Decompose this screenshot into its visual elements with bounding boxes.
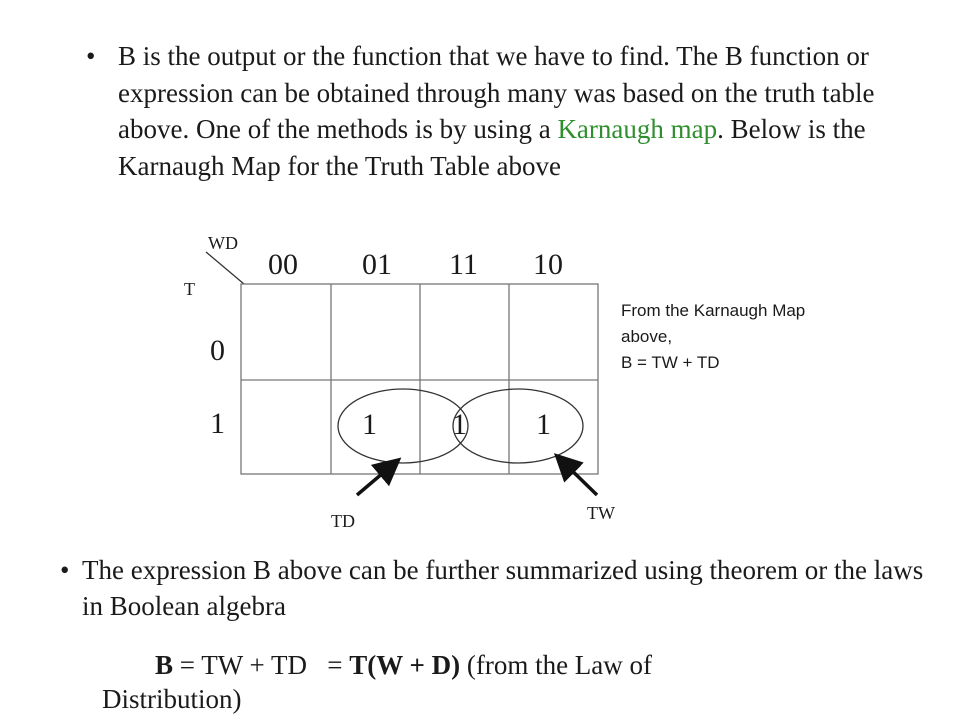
col-header: 01: [362, 248, 392, 281]
col-header: 10: [533, 248, 563, 281]
group-label-tw: TW: [587, 503, 615, 523]
col-var-label: WD: [208, 233, 238, 253]
kmap-grid: [241, 284, 598, 474]
kmap-cell: 1: [452, 408, 467, 441]
col-header: 11: [449, 248, 478, 281]
arrow-tw: [559, 458, 597, 495]
final-equation: [155, 650, 652, 681]
equation-mid: = TW + TD =: [173, 650, 350, 680]
summary-paragraph: [60, 552, 940, 624]
equation-result: T(W + D): [349, 650, 461, 680]
corner-diagonal: [206, 252, 244, 284]
bullet: •: [60, 555, 70, 585]
intro-text-part1: B is the output or the function that we have to find. The B function or expression can be obtained through many was based on the truth table above. One of the methods is by using a: [118, 41, 875, 144]
equation-suffix: (from the Law of: [460, 650, 653, 680]
kmap-cell: 1: [536, 408, 551, 441]
group-ellipse-td: [338, 389, 468, 463]
arrow-td: [357, 462, 396, 495]
row-header: 1: [210, 407, 225, 440]
equation-b: B: [155, 650, 174, 680]
note-line: From the Karnaugh Map: [621, 301, 806, 320]
group-label-td: TD: [331, 511, 355, 531]
kmap-cell: 1: [362, 408, 377, 441]
bullet: •: [86, 41, 96, 71]
summary-text: The expression B above can be further summarized using theorem or the laws in Boolean algebra: [82, 555, 924, 621]
row-var-label: T: [184, 279, 195, 299]
karnaugh-map-link-text: Karnaugh map: [557, 114, 718, 144]
col-header: 00: [268, 248, 298, 281]
note-equation: B = TW + TD: [621, 353, 720, 372]
row-header: 0: [210, 334, 225, 367]
note-line: above,: [621, 327, 673, 346]
final-equation-line2: Distribution): [102, 684, 242, 714]
kmap-note: [621, 298, 805, 376]
group-ellipse-tw: [453, 389, 583, 463]
intro-text-part2: . Below is the Karnaugh Map for the Truth Table above: [118, 114, 866, 181]
